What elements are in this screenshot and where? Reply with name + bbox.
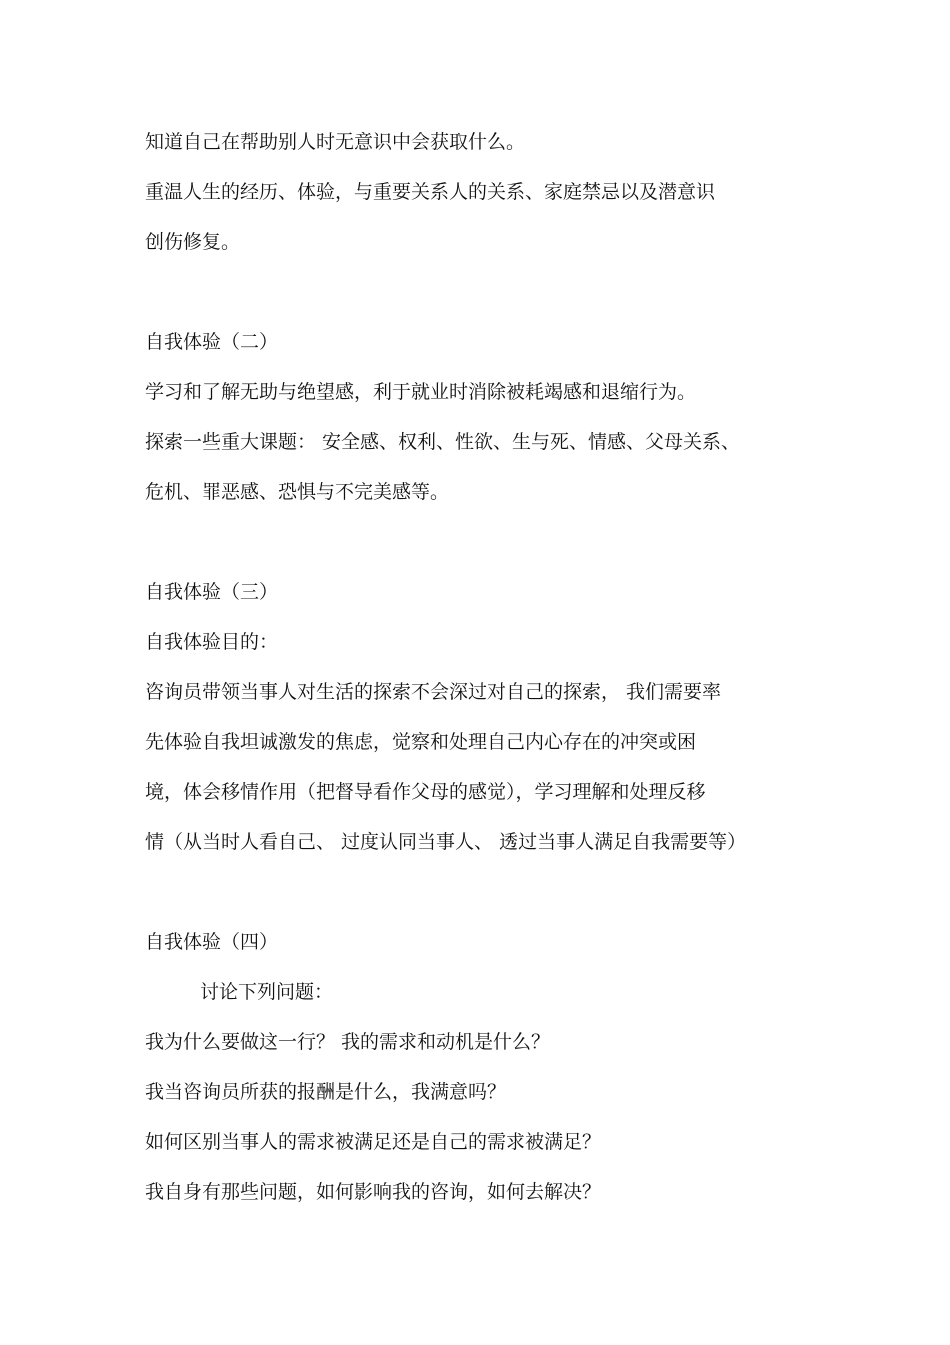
- section-heading-2: 自我体验（二）: [145, 331, 279, 353]
- text-line: 创伤修复。: [145, 231, 241, 253]
- text-line: 重温人生的经历、体验，与重要关系人的关系、家庭禁忌以及潜意识: [145, 181, 716, 203]
- text-line: 自我体验目的：: [145, 631, 279, 653]
- text-line: 情（从当时人看自己、 过度认同当事人、 透过当事人满足自我需要等）: [145, 831, 747, 853]
- text-line: 知道自己在帮助别人时无意识中会获取什么。: [145, 131, 526, 153]
- text-line: 讨论下列问题：: [200, 981, 334, 1003]
- text-line: 学习和了解无助与绝望感，利于就业时消除被耗竭感和退缩行为。: [145, 381, 697, 403]
- text-line: 我为什么要做这一行？ 我的需求和动机是什么？: [145, 1031, 551, 1053]
- section-heading-3: 自我体验（三）: [145, 581, 279, 603]
- section-heading-4: 自我体验（四）: [145, 931, 279, 953]
- text-line: 我当咨询员所获的报酬是什么，我满意吗？: [145, 1081, 507, 1103]
- text-line: 我自身有那些问题，如何影响我的咨询，如何去解决？: [145, 1181, 602, 1203]
- text-line: 先体验自我坦诚激发的焦虑，觉察和处理自己内心存在的冲突或困: [145, 731, 697, 753]
- text-line: 境，体会移情作用（把督导看作父母的感觉），学习理解和处理反移: [145, 781, 706, 803]
- text-line: 危机、罪恶感、恐惧与不完美感等。: [145, 481, 450, 503]
- text-line: 探索一些重大课题： 安全感、权利、性欲、生与死、情感、父母关系、: [145, 431, 741, 453]
- text-line: 咨询员带领当事人对生活的探索不会深过对自己的探索， 我们需要率: [145, 681, 722, 703]
- text-line: 如何区别当事人的需求被满足还是自己的需求被满足？: [145, 1131, 602, 1153]
